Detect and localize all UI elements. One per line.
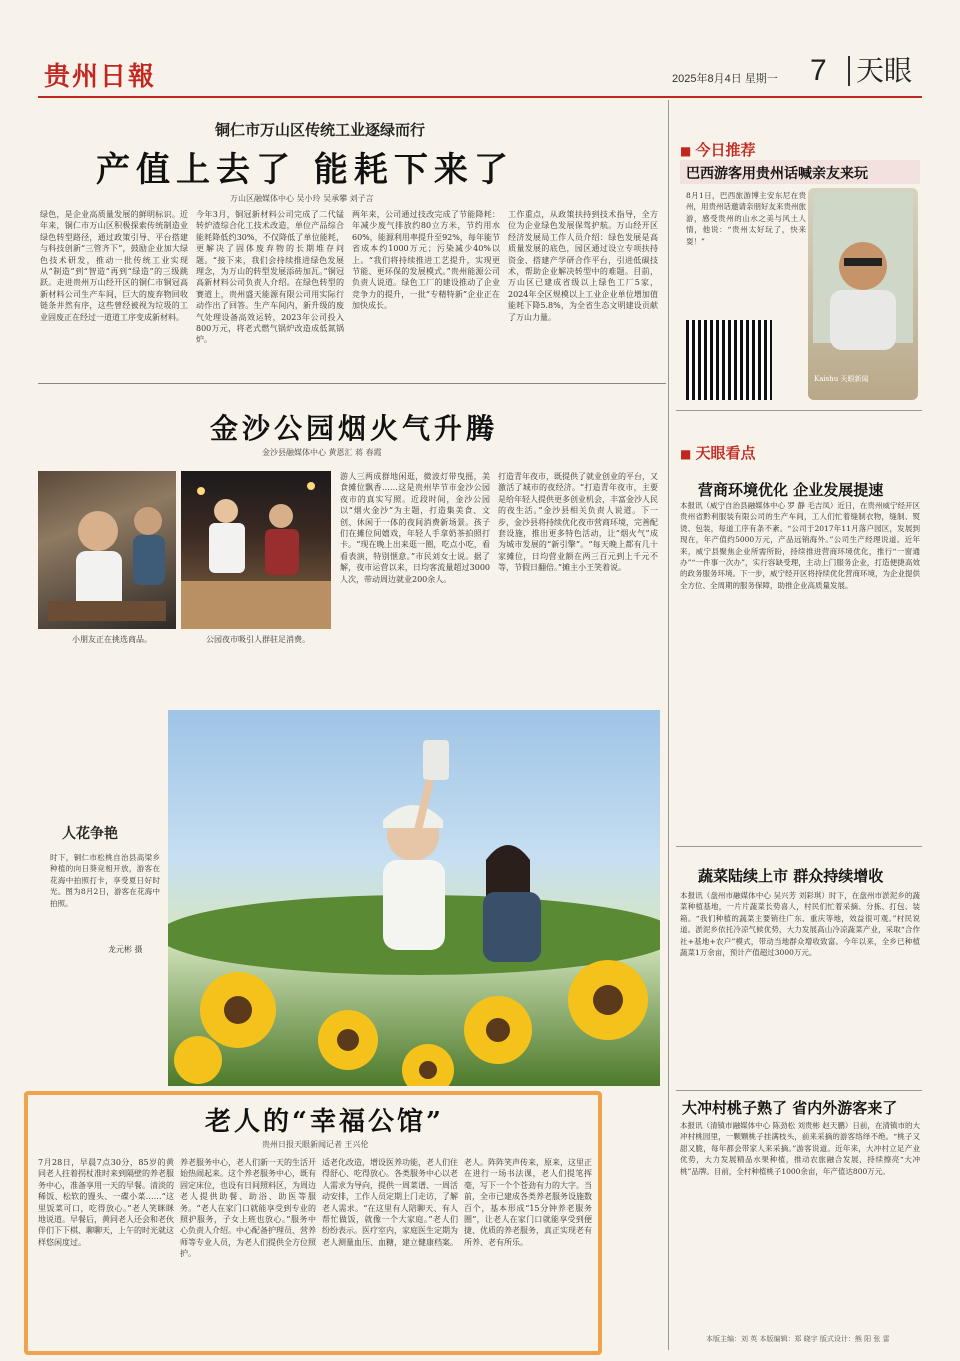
story2-column-2: 打造青年夜市，既提供了就业创业的平台，又激活了城市的夜经济。“打造青年夜市，主要是给年轻人提供更多创业机会，丰富金沙人民的夜生活。”金沙县相关负责人说道。下一步，金沙县将持续优化夜市营商环境，完善配套设施，推出更多特色活动，让“烟火气”成为城市发展的“新引擎”。“每天晚上都有几十家摊位，日均营业额在两三百元到上千元不等，节假日翻倍。”摊主小王笑着说。 [498,472,658,573]
s3-title: 大冲村桃子熟了 省内外游客来了 [682,1099,898,1117]
s1-title: 营商环境优化 企业发展提速 [698,481,884,499]
s2-title: 蔬菜陆续上市 群众持续增收 [698,867,884,885]
sunflower-illustration [168,710,660,1086]
s1-body: 本报讯（威宁自治县融媒体中心 罗 静 毛吉凤）近日，在贵州威宁经开区贵州省黔利服装有限公司的生产车间，工人们忙着缝制衣物，缝制、熨烫、包装，每道工序有条不紊。“公司于2017年11月落户园区，发展到现在，年产值约5000万元，产品远销海外。”公司生产经理说道。近年来，威宁县聚焦企业所需所盼，持续推进营商环境优化，推行“一窗通办”“一件事一次办”，实行容缺受理，主动上门服务企业，打造便捷高效的政务服务环境。下一步，威宁经开区将持续优化营商环境，为企业提供全方位、全周期的服务保障，助推企业高质量发展。 [680,501,920,590]
story1-headline: 产值上去了 能耗下来了 [96,150,514,190]
sunflower-photo [168,710,660,1086]
s3-body: 本报讯（清镇市融媒体中心 陈劲松 刘贵彬 赵天鹏）日前，在清镇市的大冲村桃园里，一颗颗桃子挂满枝头，前来采摘的游客络绎不绝。“桃子又甜又脆，每年都会带家人来采摘。”游客说道。近年来，大冲村立足产业优势，大力发展精品水果种植，推动农旅融合发展，持续擦亮“大冲桃”品牌。目前，全村种植桃子1000余亩，年产值达800万元。 [680,1121,920,1176]
photo-night-market [181,471,331,629]
masthead-logo: 贵州日報 [44,62,157,92]
story3-column-2: 养老服务中心，老人们新一天的生活开始热闹起来。这个养老服务中心，既有固定床位，也设有日间照料区，为周边老人提供助餐、助浴、助医等服务。“老人在家门口就能享受到专业的照护服务，子女上班也放心。”服务中心负责人介绍。中心配备护理员、营养师等专业人员，为老人们提供全方位照护。 [180,1158,316,1259]
page-number: 7 [810,54,827,87]
section-name: 天眼 [848,56,912,86]
photo-caption-2: 公园夜市吸引人群驻足消费。 [206,635,310,644]
feature-kicker: 人花争艳 [62,826,118,842]
story3-byline: 贵州日报天眼新闻记者 王兴伦 [262,1140,369,1149]
masthead-rule [38,96,922,98]
story3-column-4: 老人。阵阵笑声传来，原来，这里正在进行一场书法课，老人们提笔挥毫，写下一个个苍劲有力的大字。当前，全市已建成各类养老服务设施数百个，基本形成“15分钟养老服务圈”，让老人在家门口就能享受到便捷、优质的养老服务，真正实现老有所养、老有所乐。 [464,1158,592,1247]
editor-credits: 本版主编：刘 英 本版编辑：郑 晓宇 版式设计：熊 阳 张 雷 [706,1335,890,1343]
story1-kicker: 铜仁市万山区传统工业逐绿而行 [215,121,426,139]
story1-column-3: 两年来，公司通过技改完成了节能降耗：年减少废气排放约80立方米，节约用水60%，能源利用率提升至92%，每年能节省成本约1000万元；污染减少40%以上。“我们将持续推进工艺提升，实现更节能、更环保的发展模式。”贵州能源公司负责人说道。绿色工厂的建设推动了企业竞争力的提升，一批“专精特新”企业正在加快成长。 [352,210,500,311]
feature-caption: 时下，铜仁市松桃自治县高梁乡种植的向日葵竞相开放，游客在花海中拍照打卡，享受夏日好时光。图为8月2日，游客在花海中拍照。 [50,853,160,908]
today-caption: 8月1日，巴西旅游博主安东尼在贵州，用贵州话邀请亲朋好友来贵州旅游，感受贵州的山水之美与风土人情，他说：“贵州太好玩了，快来耍！” [686,191,806,246]
today-title: 巴西游客用贵州话喊亲友来玩 [686,166,868,182]
tianyan-head: ■ 天眼看点 [680,442,756,463]
divider [676,410,922,411]
qr-code[interactable] [686,320,772,400]
story2-column-1: 游人三两成群地闲逛，微波灯带曳摇，美食摊位飘香……这是贵州毕节市金沙公园夜市的真实写照。近段时间，金沙公园以“烟火金沙”为主题，打造集美食、文创、休闲于一体的夜间消费新场景。孩子们在摊位间嬉戏，年轻人手拿奶茶拍照打卡。“现在晚上出来逛一圈，吃点小吃，看看表演，特别惬意。”市民刘女士说。据了解，夜市运营以来，日均客流量超过3000人次，带动周边就业200余人。 [340,472,490,584]
column-rule [668,100,669,1350]
tourist-portrait-illustration [808,188,918,400]
story3-headline: 老人的“幸福公馆” [205,1107,444,1137]
story1-column-2: 今年3月，铜冠新材料公司完成了二代锰转炉渣综合化工技术改造，单位产品综合能耗降低约30%，不仅降低了单位能耗，更解决了固体废弃物的长期堆存问题。“接下来，我们会持续推进绿色发展理念，为万山的转型发展添砖加瓦。”铜冠高新材料公司负责人介绍。在绿色转型的赛道上，贵州盛天能源有限公司用实际行动作出了回答。生产车间内，新升级的废气处理设备高效运转，2023年公司投入800万元，将老式燃气锅炉改造成低氮锅炉。 [196,210,344,345]
night-market-illustration [181,471,331,629]
feature-credit: 龙元彬 摄 [108,945,143,954]
divider [676,846,922,847]
s2-body: 本报讯（盘州市融媒体中心 吴兴芳 刘彩琪）时下，在盘州市淤泥乡的蔬菜种植基地，一片片蔬菜长势喜人，村民们忙着采摘、分拣、打包、装箱。“我们种植的蔬菜主要销往广东、重庆等地，效益很可观。”村民说道。淤泥乡依托冷凉气候优势，大力发展高山冷凉蔬菜产业，采取“合作社+基地+农户”模式，带动当地群众增收致富。今年以来，全乡已种植蔬菜1万余亩，预计产值超过3000万元。 [680,891,920,958]
phone-screenshot [808,188,918,400]
today-recommend-head: ■ 今日推荐 [680,139,756,160]
issue-date: 2025年8月4日 星期一 [672,73,778,85]
story1-byline: 万山区融媒体中心 吴小玲 吴承攀 刘子言 [230,194,374,203]
story3-column-3: 适老化改造，增设医养功能，老人们住得舒心、吃得放心。各类服务中心以老人需求为导向，提供一周菜谱、一周活动安排，工作人员定期上门走访，了解老人需求。“在这里有人陪聊天、有人帮忙做饭，就像一个大家庭。”老人们纷纷表示。医疗室内，家庭医生定期为老人测量血压、血糖，建立健康档案。 [322,1158,458,1247]
story1-column-1: 绿色，是企业高质量发展的鲜明标识。近年来，铜仁市万山区积极探索传统制造业绿色转型路径，通过政策引导、平台搭建与科技创新“三管齐下”，鼓励企业加大绿色技术研发，推动一批传统工业实现从“制造”到“智造”再到“绿造”的三级跳跃。走进贵州万山经开区的铜仁市铜冠高新材料公司生产车间，巨大的废弃物回收链条井然有序，这些曾经被视为垃圾的工业固废正在经过一道道工序变成新材料。 [40,210,188,322]
photo-caption-1: 小朋友正在挑选商品。 [72,635,152,644]
phone-label: Kaishu 天眼新闻 [814,375,869,383]
divider [38,383,666,384]
children-photo-illustration [38,471,176,629]
photo-children-shopping [38,471,176,629]
story3-column-1: 7月28日，早晨7点30分，85岁的黄同老人拄着拐杖准时来到隔壁的养老服务中心，准备享用一天的早餐。清淡的稀饭、松软的馒头、一碟小菜……“这里饭菜可口，吃得放心。”老人笑眯眯地说道。早餐后，黄同老人还会和老伙伴们下下棋、聊聊天，上午的时光就这样悠闲度过。 [38,1158,174,1247]
story2-headline: 金沙公园烟火气升腾 [210,412,499,445]
story1-column-4: 工作重点，从政策扶持到技术指导，全方位为企业绿色发展保驾护航。万山经开区经济发展局工作人员介绍：绿色发展是高质量发展的底色，园区通过设立专项扶持资金、搭建产学研合作平台，引进低碳技术，帮助企业解决转型中的难题。目前，万山区已建成省级以上绿色工厂5家，2024年全区规模以上工业企业单位增加值能耗下降5.8%，为全省生态文明建设贡献了万山力量。 [508,210,658,322]
divider [676,1090,922,1091]
story2-byline: 金沙县融媒体中心 黄恩汇 蒋 春霞 [262,448,382,457]
